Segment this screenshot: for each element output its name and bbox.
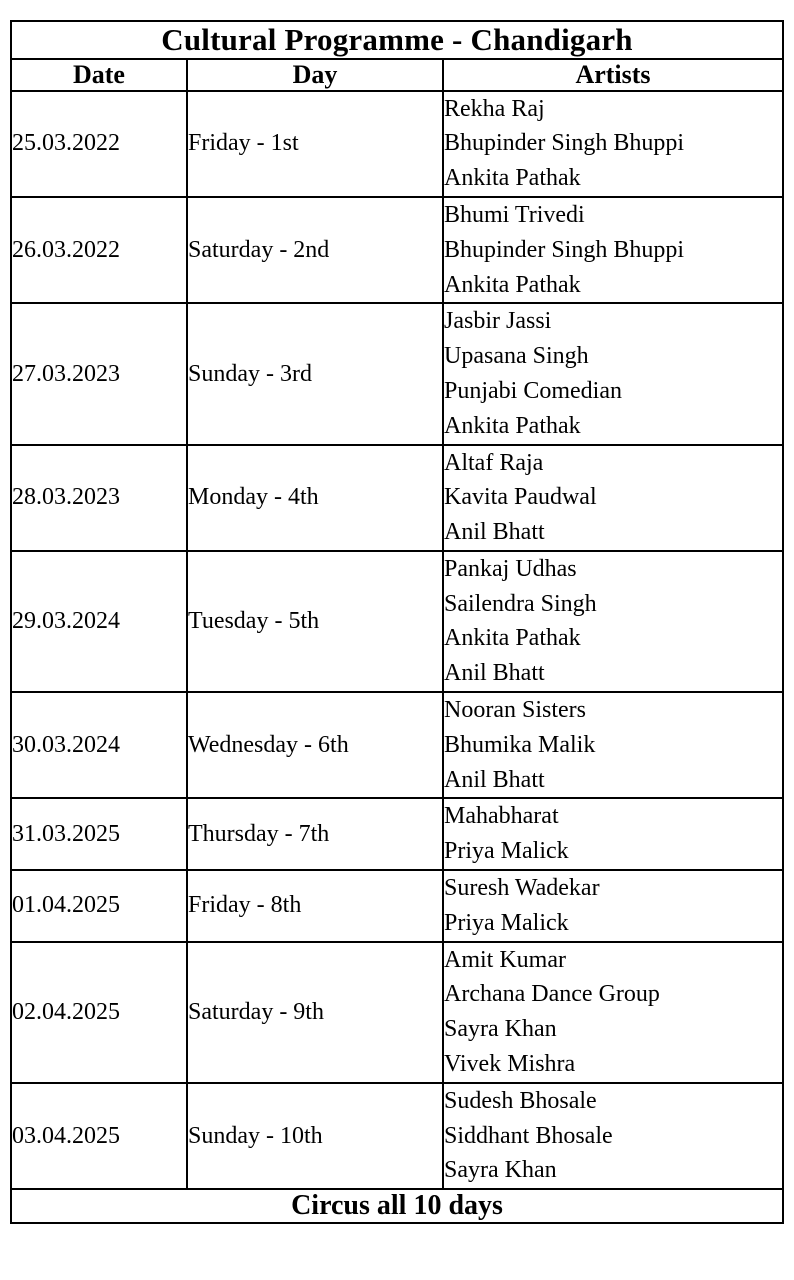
artist-name: Bhupinder Singh Bhuppi bbox=[444, 130, 685, 157]
cell-day: Saturday - 2nd bbox=[187, 197, 443, 303]
artist-name: Pankaj Udhas bbox=[444, 555, 577, 582]
page-title: Cultural Programme - Chandigarh bbox=[11, 21, 783, 59]
artist-name: Ankita Pathak bbox=[444, 412, 581, 439]
table-row bbox=[11, 445, 783, 551]
artist-name: Bhupinder Singh Bhuppi bbox=[444, 236, 685, 263]
cell-date: 28.03.2023 bbox=[11, 445, 187, 551]
artist-name: Archana Dance Group bbox=[444, 981, 660, 1008]
cell-artists bbox=[443, 303, 783, 444]
cell-day: Monday - 4th bbox=[187, 445, 443, 551]
table-row bbox=[11, 692, 783, 798]
artist-name: Sailendra Singh bbox=[444, 590, 597, 617]
artist-name: Amit Kumar bbox=[444, 946, 566, 973]
artist-name: Punjabi Comedian bbox=[444, 377, 622, 404]
cell-artists bbox=[443, 798, 783, 870]
artist-name: Anil Bhatt bbox=[444, 766, 545, 793]
cell-day: Friday - 8th bbox=[187, 870, 443, 942]
table-row bbox=[11, 942, 783, 1083]
cell-artists bbox=[443, 692, 783, 798]
cell-date: 25.03.2022 bbox=[11, 91, 187, 197]
table-body bbox=[11, 21, 783, 1223]
artist-name: Jasbir Jassi bbox=[444, 308, 552, 335]
title-row bbox=[11, 21, 783, 59]
cell-artists bbox=[443, 1083, 783, 1189]
cell-artists bbox=[443, 942, 783, 1083]
cell-day: Thursday - 7th bbox=[187, 798, 443, 870]
table-row bbox=[11, 303, 783, 444]
artist-name: Nooran Sisters bbox=[444, 697, 586, 724]
table-row bbox=[11, 91, 783, 197]
footer-row bbox=[11, 1189, 783, 1223]
cultural-programme-table bbox=[10, 20, 784, 1224]
footer-note: Circus all 10 days bbox=[11, 1189, 783, 1223]
cell-day: Saturday - 9th bbox=[187, 942, 443, 1083]
cell-artists bbox=[443, 91, 783, 197]
cell-date: 26.03.2022 bbox=[11, 197, 187, 303]
cell-artists bbox=[443, 870, 783, 942]
artist-name: Kavita Paudwal bbox=[444, 484, 597, 511]
artist-name: Ankita Pathak bbox=[444, 165, 581, 192]
artist-name: Rekha Raj bbox=[444, 95, 545, 122]
artist-name: Anil Bhatt bbox=[444, 519, 545, 546]
column-header-date: Date bbox=[11, 59, 187, 91]
table-row bbox=[11, 1083, 783, 1189]
cell-date: 27.03.2023 bbox=[11, 303, 187, 444]
artist-name: Altaf Raja bbox=[444, 449, 544, 476]
artist-name: Suresh Wadekar bbox=[444, 875, 600, 902]
artist-name: Bhumi Trivedi bbox=[444, 201, 585, 228]
column-header-day: Day bbox=[187, 59, 443, 91]
cell-date: 01.04.2025 bbox=[11, 870, 187, 942]
cell-day: Friday - 1st bbox=[187, 91, 443, 197]
artist-name: Upasana Singh bbox=[444, 343, 589, 370]
cell-day: Sunday - 3rd bbox=[187, 303, 443, 444]
cell-day: Sunday - 10th bbox=[187, 1083, 443, 1189]
cell-artists bbox=[443, 197, 783, 303]
table-row bbox=[11, 870, 783, 942]
artist-name: Vivek Mishra bbox=[444, 1051, 576, 1078]
header-row bbox=[11, 59, 783, 91]
artist-name: Ankita Pathak bbox=[444, 625, 581, 652]
table-row bbox=[11, 197, 783, 303]
artist-name: Bhumika Malik bbox=[444, 731, 596, 758]
artist-name: Priya Malick bbox=[444, 909, 569, 936]
column-header-artists: Artists bbox=[443, 59, 783, 91]
cell-date: 31.03.2025 bbox=[11, 798, 187, 870]
cell-date: 29.03.2024 bbox=[11, 551, 187, 692]
artist-name: Sayra Khan bbox=[444, 1016, 557, 1043]
artist-name: Siddhant Bhosale bbox=[444, 1122, 613, 1149]
cell-artists bbox=[443, 445, 783, 551]
artist-name: Priya Malick bbox=[444, 838, 569, 865]
artist-name: Mahabharat bbox=[444, 803, 559, 830]
cell-date: 30.03.2024 bbox=[11, 692, 187, 798]
cell-date: 02.04.2025 bbox=[11, 942, 187, 1083]
artist-name: Anil Bhatt bbox=[444, 660, 545, 687]
cell-day: Tuesday - 5th bbox=[187, 551, 443, 692]
artist-name: Sudesh Bhosale bbox=[444, 1087, 597, 1114]
cell-day: Wednesday - 6th bbox=[187, 692, 443, 798]
cell-artists bbox=[443, 551, 783, 692]
artist-name: Ankita Pathak bbox=[444, 271, 581, 298]
artist-name: Sayra Khan bbox=[444, 1157, 557, 1184]
table-row bbox=[11, 798, 783, 870]
cell-date: 03.04.2025 bbox=[11, 1083, 187, 1189]
table-row bbox=[11, 551, 783, 692]
